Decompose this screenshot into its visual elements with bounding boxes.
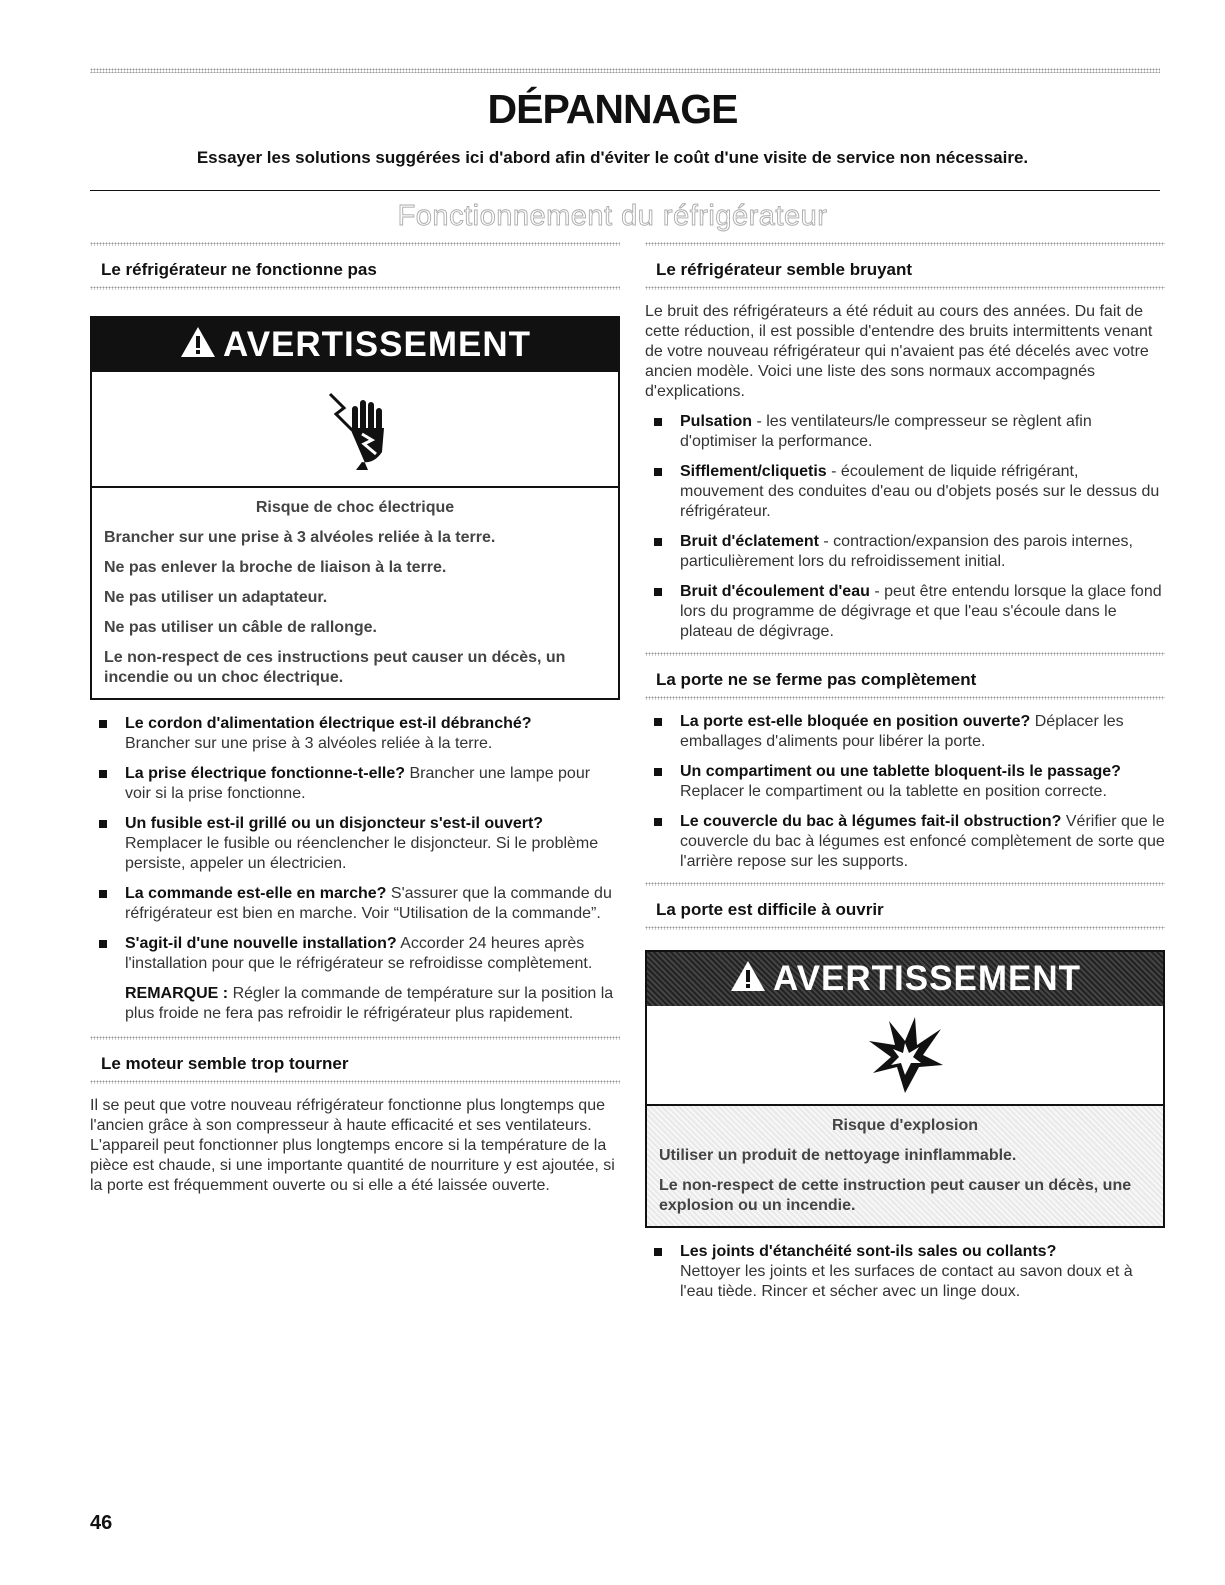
list-item: Sifflement/cliquetis - écoulement de liquide réfrigérant, mouvement des conduites d'eau ou d'objets posés sur le dessus du réfrigérateur.	[645, 462, 1165, 522]
warning-risk: Risque de choc électrique	[255, 499, 455, 516]
title-rule	[90, 190, 1160, 191]
warning-line: Brancher sur une prise à 3 alvéoles reliée à la terre.	[104, 529, 496, 546]
right-column	[645, 242, 1165, 1312]
checklist-door-closing	[645, 712, 1165, 872]
heading-door-hard-to-open: La porte est difficile à ouvrir	[656, 900, 884, 919]
bullet-icon	[654, 538, 662, 546]
list-item: Les joints d'étanchéité sont-ils sales ou collants? Nettoyer les joints et les surfaces de contact au savon doux et à l'eau tiède. Rincer et sécher avec un linge doux.	[645, 1242, 1165, 1302]
paragraph-runs-too-much: Il se peut que votre nouveau réfrigérateur fonctionne plus longtemps que l'ancien grâce à son compresseur à haute efficacité et ses ventilateurs. L'appareil peut fonctionner plus longtemps encore si la température de la pièce est chaude, si une importante quantité de nourriture y est ajoutée, si la porte est fréquemment ouverte ou si elle a été laissée ouverte.	[90, 1097, 615, 1194]
list-item: Le cordon d'alimentation électrique est-il débranché? Brancher sur une prise à 3 alvéoles reliée à la terre.	[90, 714, 620, 754]
heading-noisy: Le réfrigérateur semble bruyant	[656, 260, 913, 279]
list-item: Pulsation - les ventilateurs/le compresseur se règlent afin d'optimiser la performance.	[645, 412, 1165, 452]
warning-box-electric	[90, 316, 620, 700]
heading-box	[645, 242, 1165, 290]
checklist-door-opening	[645, 1242, 1165, 1302]
warning-line: Ne pas enlever la broche de liaison à la terre.	[104, 559, 447, 576]
warning-box-explosion	[645, 950, 1165, 1228]
bullet-icon	[99, 720, 107, 728]
heading-box	[90, 242, 620, 290]
bullet-icon	[654, 818, 662, 826]
warning-header: AVERTISSEMENT	[92, 318, 618, 372]
warning-triangle-icon	[179, 325, 217, 359]
list-item: La porte est-elle bloquée en position ouverte? Déplacer les emballages d'aliments pour libérer la porte.	[645, 712, 1165, 752]
bullet-icon	[654, 418, 662, 426]
heading-box	[90, 1036, 620, 1084]
warning-line: Le non-respect de cette instruction peut causer un décès, une explosion ou un incendie.	[659, 1177, 1132, 1214]
shock-hazard-pictogram	[92, 372, 618, 488]
list-item: Bruit d'écoulement d'eau - peut être entendu lorsque la glace fond lors du programme de dégivrage et que l'eau s'écoule dans le plateau de dégivrage.	[645, 582, 1165, 642]
heading-not-working: Le réfrigérateur ne fonctionne pas	[101, 260, 377, 279]
section-title: Fonctionnement du réfrigérateur	[397, 200, 828, 232]
checklist-not-working	[90, 714, 620, 974]
note: REMARQUE : Régler la commande de température sur la position la plus froide ne fera pas refroidir le réfrigérateur plus rapidement.	[125, 985, 614, 1022]
paragraph-noisy: Le bruit des réfrigérateurs a été réduit au cours des années. Du fait de cette réduction, il est possible d'entendre des bruits intermittents venant de votre nouveau réfrigérateur qui n'avaient pas été décelés avec votre ancien modèle. Voici une liste des sons normaux accompagnés d'explications.	[645, 303, 1153, 400]
warning-risk: Risque d'explosion	[831, 1117, 979, 1134]
warning-header: AVERTISSEMENT	[647, 952, 1163, 1006]
bullet-icon	[654, 718, 662, 726]
bullet-icon	[99, 770, 107, 778]
warning-text	[647, 1106, 1163, 1226]
warning-line: Ne pas utiliser un adaptateur.	[104, 589, 328, 606]
warning-text	[92, 488, 618, 698]
top-dotted-rule	[90, 68, 1160, 73]
bullet-icon	[99, 890, 107, 898]
heading-runs-too-much: Le moteur semble trop tourner	[101, 1054, 349, 1073]
bullet-icon	[654, 1248, 662, 1256]
bullet-icon	[99, 820, 107, 828]
page-title: DÉPANNAGE	[487, 86, 738, 132]
page-number: 46	[90, 1512, 113, 1534]
bullet-icon	[99, 940, 107, 948]
warning-triangle-icon	[729, 959, 767, 993]
warning-line: Le non-respect de ces instructions peut causer un décès, un incendie ou un choc électrique.	[104, 649, 566, 686]
heading-box	[645, 882, 1165, 930]
list-item: S'agit-il d'une nouvelle installation? Accorder 24 heures après l'installation pour que le réfrigérateur se refroidisse complètement.	[90, 934, 620, 974]
bullet-icon	[654, 468, 662, 476]
bullet-icon	[654, 768, 662, 776]
list-item: La commande est-elle en marche? S'assurer que la commande du réfrigérateur est bien en marche. Voir “Utilisation de la commande”.	[90, 884, 620, 924]
explosion-icon	[865, 1015, 945, 1095]
warning-line: Utiliser un produit de nettoyage ininflammable.	[659, 1147, 1017, 1164]
list-item: La prise électrique fonctionne-t-elle? Brancher une lampe pour voir si la prise fonctionne.	[90, 764, 620, 804]
left-column	[90, 242, 620, 1206]
list-item: Bruit d'éclatement - contraction/expansion des parois internes, particulièrement lors du refroidissement initial.	[645, 532, 1165, 572]
list-sounds	[645, 412, 1165, 642]
electric-shock-hand-icon	[310, 384, 400, 474]
explosion-hazard-pictogram	[647, 1006, 1163, 1106]
heading-door-not-closing: La porte ne se ferme pas complètement	[656, 670, 977, 689]
list-item: Un compartiment ou une tablette bloquent-ils le passage? Replacer le compartiment ou la tablette en position correcte.	[645, 762, 1165, 802]
list-item: Le couvercle du bac à légumes fait-il obstruction? Vérifier que le couvercle du bac à légumes est enfoncé complètement de sorte que l'arrière repose sur les supports.	[645, 812, 1165, 872]
warning-line: Ne pas utiliser un câble de rallonge.	[104, 619, 377, 636]
page-subtitle: Essayer les solutions suggérées ici d'abord afin d'éviter le coût d'une visite de service non nécessaire.	[196, 148, 1029, 167]
heading-box	[645, 652, 1165, 700]
bullet-icon	[654, 588, 662, 596]
list-item: Un fusible est-il grillé ou un disjoncteur s'est-il ouvert? Remplacer le fusible ou réenclencher le disjoncteur. Si le problème persiste, appeler un électricien.	[90, 814, 620, 874]
